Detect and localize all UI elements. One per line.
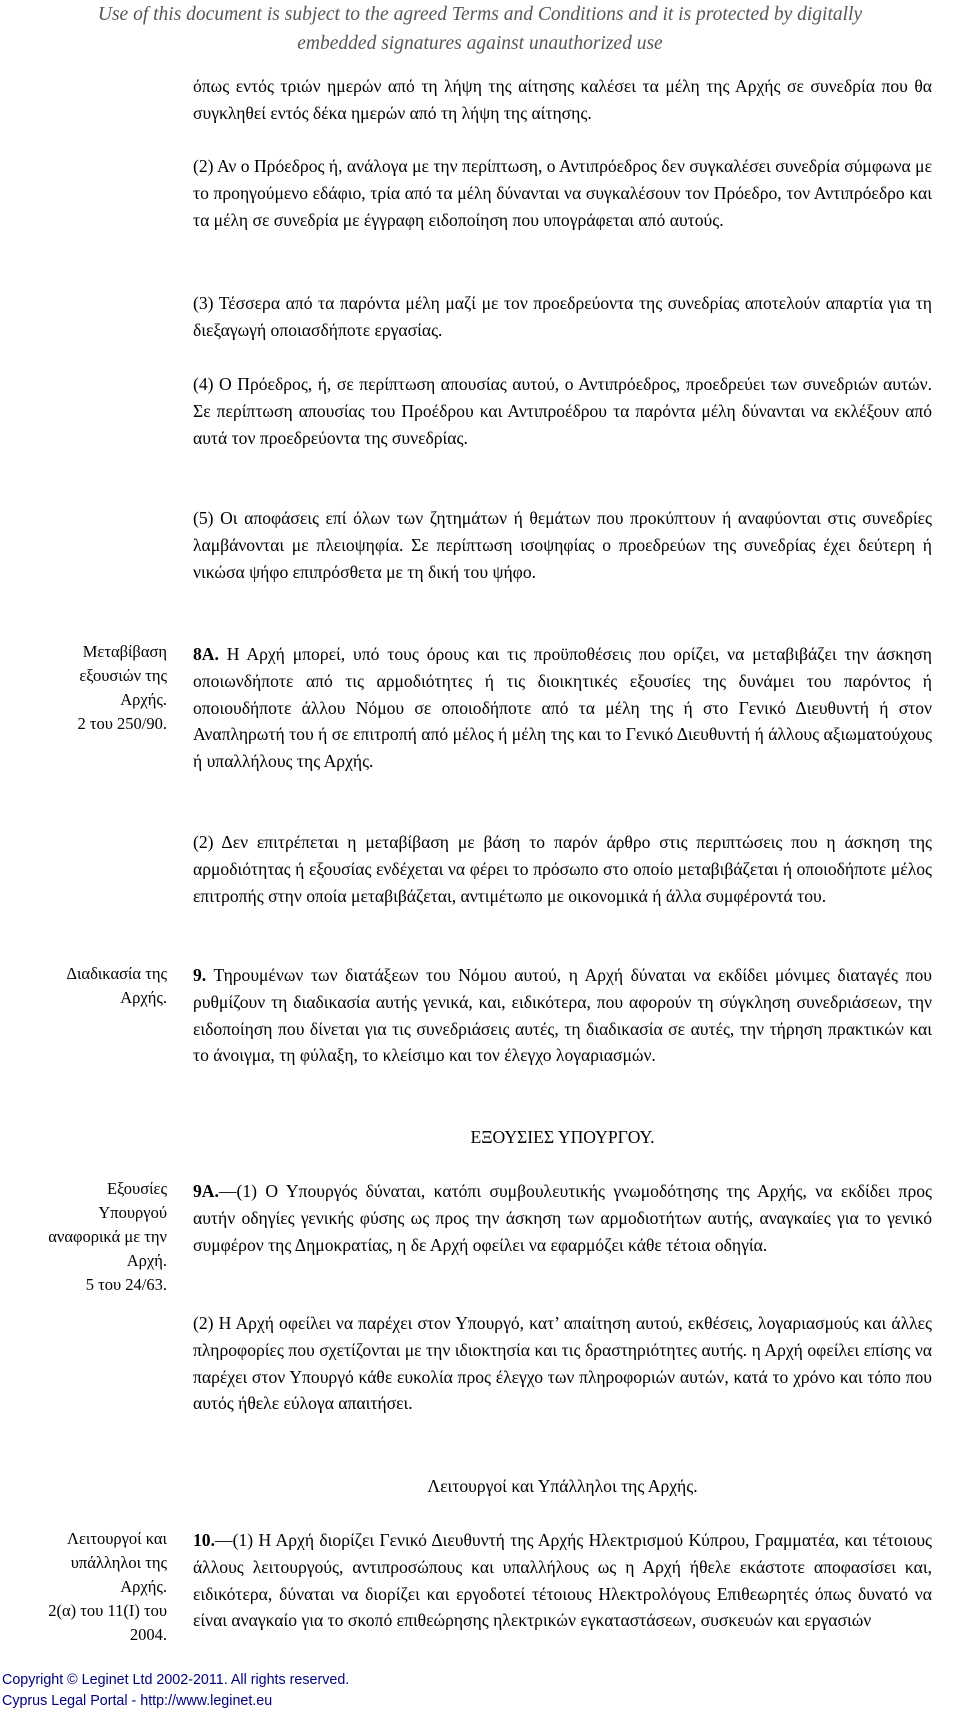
margin-note-line: Αρχή.	[126, 1251, 167, 1270]
margin-note-line: 2004.	[129, 1625, 167, 1644]
section-number: 10.	[193, 1530, 215, 1550]
margin-note-line: Εξουσίες	[106, 1179, 167, 1198]
heading-minister-powers: ΕΞΟΥΣΙΕΣ ΥΠΟΥΡΓΟΥ.	[470, 1127, 655, 1147]
margin-note-line: Αρχής.	[120, 988, 167, 1007]
footer-portal-link[interactable]: Cyprus Legal Portal - http://www.leginet.eu	[2, 1693, 273, 1709]
paragraph-8-2: (2) Αν ο Πρόεδρος ή, ανάλογα με την περίπτωση, ο Αντιπρόεδρος δεν συγκαλέσει συνεδρία σύμφωνα με το προηγούμενο εδάφιο, τρία από τα μέλη δύνανται να συγκαλέσουν τον Πρόεδρο, τον Αντιπρόεδρο και τα μέλη σε συνεδρία με έγγραφη ειδοποίηση που υπογράφεται από αυτούς.	[193, 156, 932, 230]
section-number: 9Α.	[193, 1181, 219, 1201]
margin-note-line: Αρχής.	[120, 690, 167, 709]
margin-note-procedure	[0, 962, 167, 1010]
section-text: Τηρουμένων των διατάξεων του Νόμου αυτού, η Αρχή δύναται να εκδίδει μόνιμες διαταγές που ρυθμίζουν τη διαδικασία αυτής γενικά, και, ειδικότερα, που αφορούν τη σύγκληση συνεδριάσεων, την ειδοποίηση που δίνεται για τις συνεδριάσεις αυτές, τη διαδικασία σε αυτές, την τήρηση πρακτικών και το άνοιγμα, τη φύλαξη, το κλείσιμο και τον έλεγχο λογαριασμών.	[193, 965, 932, 1066]
paragraph-8-5: (5) Οι αποφάσεις επί όλων των ζητημάτων ή θεμάτων που προκύπτουν ή αναφύονται στις συνεδρίες λαμβάνονται με πλειοψηφία. Σε περίπτωση ισοψηφίας ο προεδρεύων της συνεδρίας έχει δεύτερη ή νικώσα ψήφο επιπρόσθετα με τη δική του ψήφο.	[193, 508, 932, 582]
margin-note-delegation	[0, 640, 167, 736]
copyright-notice-header	[0, 0, 960, 58]
paragraph-8-4: (4) Ο Πρόεδρος, ή, σε περίπτωση απουσίας αυτού, ο Αντιπρόεδρος, προεδρεύει των συνεδριών αυτών. Σε περίπτωση απουσίας του Προέδρου και Αντιπροέδρου τα παρόντα μέλη δύνανται να εκλέξουν από αυτά τον προεδρεύοντα της συνεδρίας.	[193, 374, 932, 448]
footer-copyright: Copyright © Leginet Ltd 2002-2011. All rights reserved.	[2, 1672, 350, 1688]
margin-note-line: εξουσιών της	[79, 666, 167, 685]
margin-note-officers	[0, 1527, 167, 1647]
paragraph-9A-2: (2) Η Αρχή οφείλει να παρέχει στον Υπουργό, κατ’ απαίτηση αυτού, εκθέσεις, λογαριασμούς και άλλες πληροφορίες που σχετίζονται με την ιδιοκτησία και τις δραστηριότητες αυτής. η Αρχή οφείλει επίσης να παρέχει στον Υπουργό κάθε ευκολία προς έλεγχο των πληροφοριών αυτών, κατά το χρόνο και τόπο που αυτός ήθελε εύλογα απαιτήσει.	[193, 1313, 932, 1414]
section-9	[193, 962, 932, 1069]
margin-note-line: υπάλληλοι της	[70, 1553, 167, 1572]
header-line-2: embedded signatures against unauthorized use	[297, 33, 663, 54]
margin-note-line: αναφορικά με την	[48, 1227, 167, 1246]
heading-officers: Λειτουργοί και Υπάλληλοι της Αρχής.	[427, 1476, 698, 1496]
margin-note-line: Αρχής.	[120, 1577, 167, 1596]
section-9A	[193, 1178, 932, 1258]
margin-note-line: Υπουργού	[98, 1203, 167, 1222]
section-number: 8Α.	[193, 644, 219, 664]
margin-note-line: Λειτουργοί και	[67, 1529, 167, 1548]
paragraph-8A-2: (2) Δεν επιτρέπεται η μεταβίβαση με βάση το παρόν άρθρο στις περιπτώσεις που η άσκηση της αρμοδιότητας ή εξουσίας ενδέχεται να φέρει το πρόσωπο στο οποίο μεταβιβάζεται ή οποιοδήποτε μέλος επιτροπής στην οποία μεταβιβάζεται, αντιμέτωπο με οικονομικά ή άλλα συμφέροντά του.	[193, 832, 932, 906]
section-8A	[193, 641, 932, 775]
margin-note-line: Διαδικασία της	[66, 964, 167, 983]
section-text: Η Αρχή μπορεί, υπό τους όρους και τις προϋποθέσεις που ορίζει, να μεταβιβάζει την άσκηση οποιωνδήποτε από τις αρμοδιότητες ή τις διοικητικές εξουσίες της δυνάμει του παρόντος ή οποιουδήποτε άλλου Νόμου σε οποιοδήποτε από τα μέλη της ή στο Γενικό Διευθυντή ή στον Αναπληρωτή του ή σε επιτροπή από μέλος ή μέλη της και το Γενικό Διευθυντή ή άλλους αξιωματούχους ή υπαλλήλους της Αρχής.	[193, 644, 932, 772]
copyright-footer	[0, 1670, 502, 1712]
margin-note-line: 2 του 250/90.	[77, 714, 167, 733]
margin-note-line: 2(α) του 11(Ι) του	[48, 1601, 167, 1620]
paragraph-intro: όπως εντός τριών ημερών από τη λήψη της αίτησης καλέσει τα μέλη της Αρχής σε συνεδρία που θα συγκληθεί εντός δέκα ημερών από τη λήψη της αίτησης.	[193, 76, 932, 123]
margin-note-line: 5 του 24/63.	[85, 1275, 167, 1294]
section-text: —(1) Ο Υπουργός δύναται, κατόπι συμβουλευτικής γνωμοδότησης της Αρχής, να εκδίδει προς αυτήν οδηγίες γενικής φύσης ως προς την άσκηση των αρμοδιοτήτων αυτής, αναγκαίες για το γενικό συμφέρον της Δημοκρατίας, η δε Αρχή οφείλει να εφαρμόζει κάθε τέτοια οδηγία.	[193, 1181, 932, 1255]
header-line-1: Use of this document is subject to the agreed Terms and Conditions and it is protected by digitally	[97, 4, 863, 25]
section-10	[193, 1527, 932, 1634]
section-text: —(1) Η Αρχή διορίζει Γενικό Διευθυντή της Αρχής Ηλεκτρισμού Κύπρου, Γραμματέα, και τέτοιους άλλους λειτουργούς, αντιπροσώπους και υπαλλήλους ως η Αρχή ήθελε εκάστοτε αποφασίσει και, ειδικότερα, δύναται να διορίζει και εργοδοτεί τέτοιους Ηλεκτρολόγους Επιθεωρητές όπως δυνατό να είναι αναγκαίο για το σκοπό επιθεώρησης ηλεκτρικών εγκαταστάσεων, συσκευών και εργασιών	[193, 1530, 932, 1631]
paragraph-8-3: (3) Τέσσερα από τα παρόντα μέλη μαζί με τον προεδρεύοντα της συνεδρίας αποτελούν απαρτία για τη διεξαγωγή οποιασδήποτε εργασίας.	[193, 293, 932, 340]
margin-note-line: Μεταβίβαση	[82, 642, 167, 661]
section-number: 9.	[193, 965, 207, 985]
margin-note-minister-powers	[0, 1177, 167, 1297]
